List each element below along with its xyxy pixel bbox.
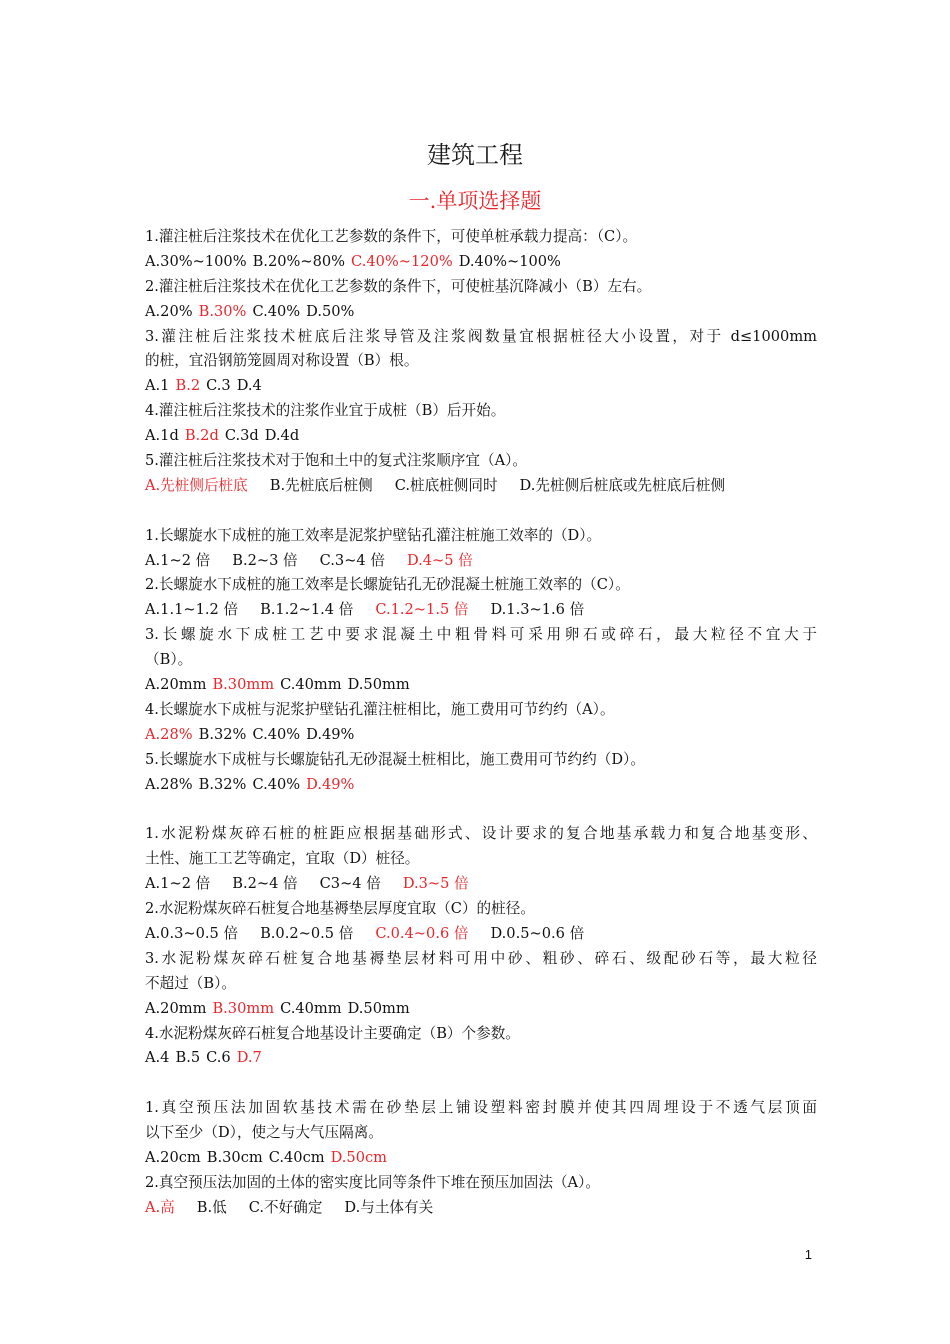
option: D.50% (306, 302, 355, 320)
question-text: 2.真空预压法加固的土体的密实度比同等条件下堆在预压加固法（A）。 (145, 1173, 600, 1191)
question-text: 的桩，宜沿钢筋笼圆周对称设置（B）根。 (145, 352, 419, 370)
option-row (145, 374, 817, 399)
correct-option: B.2d (184, 427, 219, 445)
option: B.0.2~0.5 倍 (260, 924, 354, 942)
option: C.40% (252, 725, 301, 743)
option: B.32% (198, 725, 247, 743)
option-row (145, 872, 817, 897)
correct-option: D.3~5 倍 (402, 875, 469, 893)
option-row (145, 1196, 817, 1221)
option: A.30%~100% (145, 252, 247, 270)
option: A.1 (145, 377, 170, 395)
option: A.4 (145, 1049, 170, 1067)
option: D.0.5~0.6 倍 (490, 924, 585, 942)
question-text: （B）。 (145, 651, 193, 669)
option: B.1.2~1.4 倍 (260, 601, 354, 619)
option: A.1d (145, 427, 179, 445)
option: B.30cm (206, 1148, 263, 1166)
question-text: 1.水泥粉煤灰碎石桩的桩距应根据基础形式、设计要求的复合地基承载力和复合地基变形、 (145, 825, 817, 843)
correct-option: D.50cm (330, 1148, 387, 1166)
question-text: 3.水泥粉煤灰碎石桩复合地基褥垫层材料可用中砂、粗砂、碎石、级配砂石等，最大粒径 (145, 949, 817, 967)
question-text: 3.长螺旋水下成桩工艺中要求混凝土中粗骨料可采用卵石或碎石，最大粒径不宜大于 (145, 626, 817, 644)
correct-option: B.2 (175, 377, 201, 395)
correct-option: B.30mm (212, 999, 275, 1017)
option: C.3 (206, 377, 231, 395)
option: A.20cm (145, 1148, 201, 1166)
question-text: 3.灌注桩后注浆技术桩底后注浆导管及注浆阀数量宜根据桩径大小设置，对于 d≤1000mm (145, 327, 817, 345)
question-text: 2.水泥粉煤灰碎石桩复合地基褥垫层厚度宜取（C）的桩径。 (145, 900, 535, 918)
option: C.40cm (268, 1148, 325, 1166)
option: D.49% (306, 725, 355, 743)
question-text: 1.真空预压法加固软基技术需在砂垫层上铺设塑料密封膜并使其四周埋设于不透气层顶面 (145, 1099, 817, 1117)
option: B.20%~80% (252, 252, 346, 270)
option: D.4 (236, 377, 262, 395)
option-row (145, 598, 817, 623)
option: D.1.3~1.6 倍 (490, 601, 585, 619)
correct-option: D.7 (236, 1049, 262, 1067)
option: C.不好确定 (248, 1198, 323, 1216)
option: A.20% (145, 302, 193, 320)
option: D.50mm (347, 676, 410, 694)
question-list (145, 225, 817, 1221)
option: D.50mm (347, 999, 410, 1017)
option-row (145, 250, 817, 275)
option: A.1~2 倍 (145, 551, 211, 569)
question-text: 4.灌注桩后注浆技术的注浆作业宜于成桩（B）后开始。 (145, 402, 506, 420)
question-text: 5.灌注桩后注浆技术对于饱和土中的复式注浆顺序宜（A）。 (145, 452, 528, 470)
correct-option: D.4~5 倍 (406, 551, 473, 569)
question-text: 5.长螺旋水下成桩与长螺旋钻孔无砂混凝土桩相比，施工费用可节约约（D）。 (145, 750, 645, 768)
option: D.与土体有关 (344, 1198, 434, 1216)
option: D.40%~100% (458, 252, 561, 270)
correct-option: A.高 (145, 1198, 175, 1216)
option-row (145, 773, 817, 798)
group-spacer (145, 1071, 817, 1096)
question-text: 4.长螺旋水下成桩与泥浆护壁钻孔灌注桩相比，施工费用可节约约（A）。 (145, 700, 615, 718)
page-title: 建筑工程 (427, 141, 523, 169)
page-number: 1 (804, 1247, 812, 1262)
option: A.28% (145, 775, 193, 793)
question-text: 1.灌注桩后注浆技术在优化工艺参数的条件下，可使单桩承载力提高：（C）。 (145, 228, 638, 245)
correct-option: C.0.4~0.6 倍 (375, 924, 469, 942)
correct-option: A.先桩侧后桩底 (145, 476, 248, 494)
option: D.先桩侧后桩底或先桩底后桩侧 (519, 476, 726, 494)
correct-option: C.1.2~1.5 倍 (375, 601, 469, 619)
option: C.40mm (280, 676, 342, 694)
question-text: 以下至少（D），使之与大气压隔离。 (145, 1124, 383, 1142)
correct-option: B.30% (198, 302, 247, 320)
option-row (145, 474, 817, 499)
question-text: 2.长螺旋水下成桩的施工效率是长螺旋钻孔无砂混凝土桩施工效率的（C）。 (145, 576, 630, 594)
option: C.40% (252, 302, 301, 320)
option: C.6 (206, 1049, 231, 1067)
group-spacer (145, 499, 817, 524)
option-row (145, 922, 817, 947)
option-row (145, 1146, 817, 1171)
question-text: 1.长螺旋水下成桩的施工效率是泥浆护壁钻孔灌注桩施工效率的（D）。 (145, 526, 602, 544)
question-text: 土性、施工工艺等确定，宜取（D）桩径。 (145, 850, 420, 868)
group-spacer (145, 797, 817, 822)
option-row (145, 673, 817, 698)
option: A.20mm (145, 999, 207, 1017)
option-row (145, 424, 817, 449)
option: A.1~2 倍 (145, 875, 211, 893)
section-heading: 一.单项选择题 (408, 189, 542, 213)
option: A.0.3~0.5 倍 (145, 924, 239, 942)
option: C.3~4 倍 (319, 551, 385, 569)
correct-option: B.30mm (212, 676, 275, 694)
option: B.2~3 倍 (232, 551, 298, 569)
option: C.3d (224, 427, 259, 445)
option: B.5 (175, 1049, 201, 1067)
option: B.低 (196, 1198, 227, 1216)
option-row (145, 997, 817, 1022)
correct-option: A.28% (145, 725, 193, 743)
option: C.40% (252, 775, 301, 793)
option: A.1.1~1.2 倍 (145, 601, 239, 619)
option: D.4d (264, 427, 300, 445)
question-text: 4.水泥粉煤灰碎石桩复合地基设计主要确定（B）个参数。 (145, 1024, 520, 1042)
option-row (145, 300, 817, 325)
option-row (145, 723, 817, 748)
question-text: 2.灌注桩后注浆技术在优化工艺参数的条件下，可使桩基沉降减小（B）左右。 (145, 277, 652, 295)
option: C3~4 倍 (319, 875, 381, 893)
option-row (145, 549, 817, 574)
option-row (145, 1046, 817, 1071)
correct-option: D.49% (306, 775, 355, 793)
question-text: 不超过（B）。 (145, 974, 236, 992)
option: B.32% (198, 775, 247, 793)
option: B.先桩底后桩侧 (269, 476, 373, 494)
option: C.桩底桩侧同时 (394, 476, 498, 494)
option: C.40mm (280, 999, 342, 1017)
correct-option: C.40%~120% (351, 252, 453, 270)
option: B.2~4 倍 (232, 875, 298, 893)
option: A.20mm (145, 676, 207, 694)
